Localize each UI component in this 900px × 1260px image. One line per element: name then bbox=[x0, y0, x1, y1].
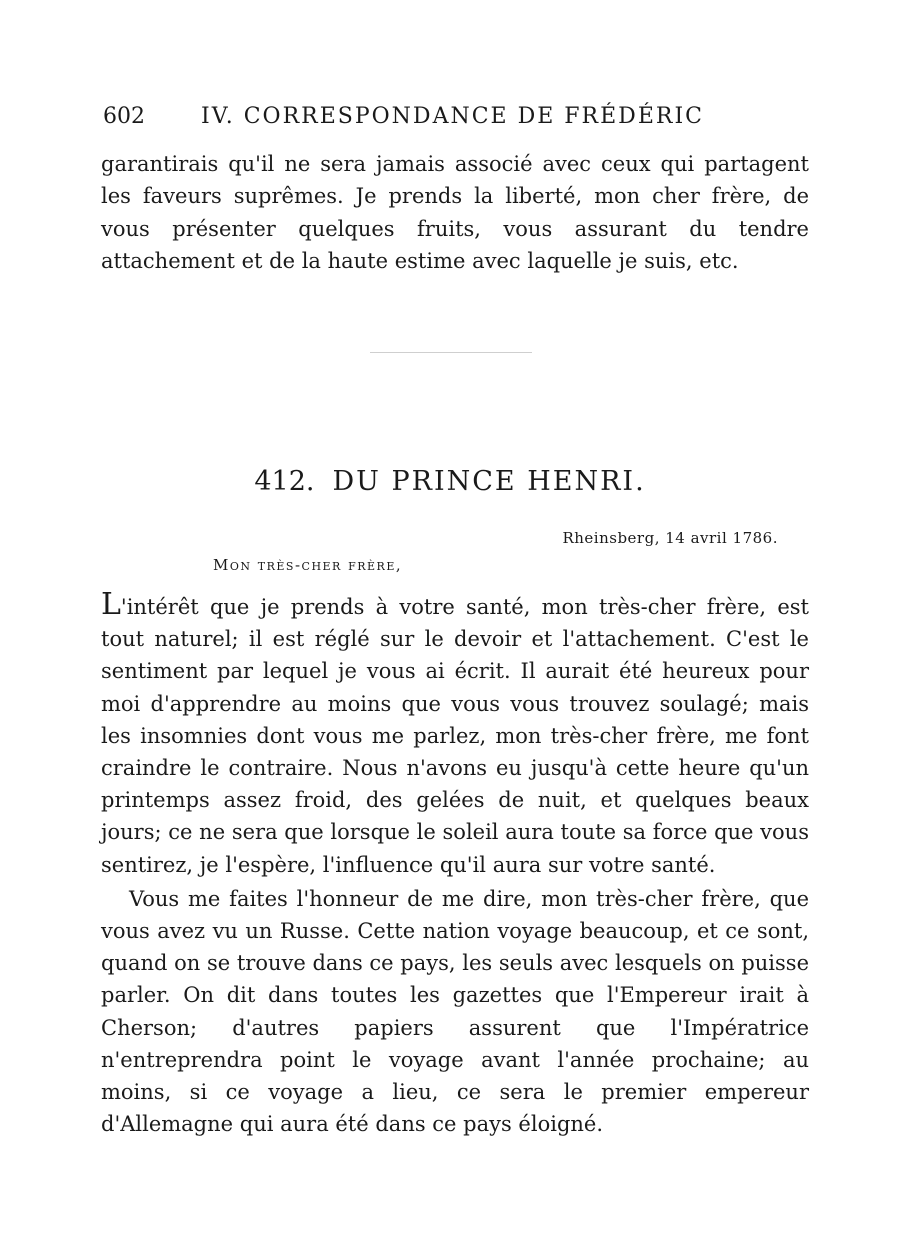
letter-salutation: Mon très-cher frère, bbox=[213, 556, 403, 574]
letter-dateline: Rheinsberg, 14 avril 1786. bbox=[562, 529, 778, 547]
letter-number: 412. bbox=[254, 466, 315, 497]
letter-title: DU PRINCE HENRI. bbox=[332, 466, 646, 497]
letter-paragraph-2: Vous me faites l'honneur de me dire, mon très-cher frère, que vous avez vu un Russe. Cette nation voyage beaucoup, et ce sont, quand on se trouve dans ce pays, les seuls avec lesquels on puisse parler. On dit dans toutes les gazettes que l'Empereur irait à Cherson; d'autres papiers assurent que l'Impératrice n'entreprendra point le voyage avant l'année prochaine; au moins, si ce voyage a lieu, ce sera le premier empereur d'Allemagne qui aura été dans ce pays éloigné. bbox=[101, 886, 809, 1137]
previous-letter-ending bbox=[101, 148, 809, 278]
running-head bbox=[103, 104, 723, 129]
letter-heading bbox=[0, 466, 900, 497]
page-number: 602 bbox=[103, 104, 145, 129]
letter-body bbox=[101, 587, 809, 1140]
previous-letter-paragraph: garantirais qu'il ne sera jamais associé avec ceux qui partagent les faveurs suprêmes. Je prends la liberté, mon cher frère, de vous présenter quelques fruits, vous assurant du tendre attachement et de la haute estime avec laquelle je suis, etc. bbox=[101, 152, 809, 274]
running-head-title: IV. CORRESPONDANCE DE FRÉDÉRIC bbox=[201, 104, 704, 129]
letter-paragraph-1 bbox=[101, 587, 809, 881]
section-divider bbox=[370, 352, 532, 353]
letter-paragraph-1-text: 'intérêt que je prends à votre santé, mon très-cher frère, est tout naturel; il est réglé sur le devoir et l'attachement. C'est le sentiment par lequel je vous ai écrit. Il aurait été heureux pour moi d'apprendre au moins que vous vous trouvez soulagé; mais les insomnies dont vous me parlez, mon très-cher frère, me font craindre le contraire. Nous n'avons eu jusqu'à cette heure qu'un printemps assez froid, des gelées de nuit, et quelques beaux jours; ce ne sera que lorsque le soleil aura toute sa force que vous sentirez, je l'espère, l'influence qu'il aura sur votre santé. bbox=[101, 595, 809, 877]
initial-letter: L bbox=[101, 587, 121, 622]
